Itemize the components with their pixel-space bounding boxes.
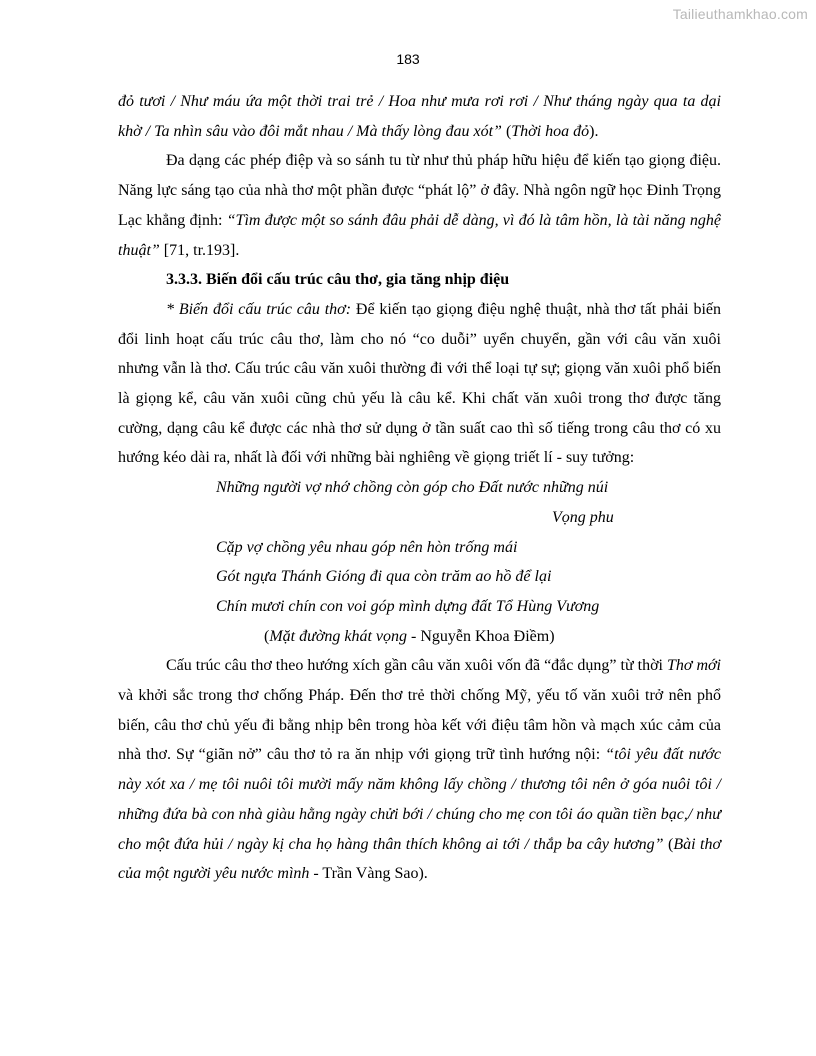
paragraph-structure — [118, 295, 721, 473]
section-heading: 3.3.3. Biến đổi cấu trúc câu thơ, gia tăng nhịp điệu — [166, 271, 510, 289]
paragraph-quote-continuation — [118, 87, 721, 146]
poem-block — [118, 473, 721, 651]
paragraph-text: Đa dạng các phép điệp và so sánh tu từ như thủ pháp hữu hiệu để kiến tạo giọng điệu. Năng lực sáng tạo của nhà thơ một phần được “phát lộ” ở đây. Nhà ngôn ngữ học Đinh Trọng Lạc khẳng định: — [118, 152, 721, 229]
poem-quote: đỏ tươi / Như máu ứa một thời trai trẻ / Hoa như mưa rơi rơi / Như tháng ngày qua ta dại khờ / Ta nhìn sâu vào đôi mắt nhau / Mà thấy lòng đau xót” — [118, 93, 721, 140]
poem-line-continuation: Vọng phu — [552, 508, 614, 526]
poem-line: Những người vợ nhớ chồng còn góp cho Đất nước những núi — [216, 479, 609, 497]
poem-source — [216, 622, 721, 652]
source-work-title: Mặt đường khát vọng — [269, 627, 408, 645]
work-title: Bài thơ của một người yêu nước mình — [118, 835, 722, 883]
poem-line: Cặp vợ chồng yêu nhau góp nên hòn trống mái — [216, 538, 518, 556]
page-content — [118, 87, 721, 889]
paren-open: ( — [264, 627, 270, 645]
paragraph-prose-verse — [118, 651, 721, 889]
poem-line: Chín mươi chín con voi góp mình dựng đất Tổ Hùng Vương — [216, 597, 600, 615]
quote: “Tìm được một so sánh đâu phải dễ dàng, vì đó là tâm hồn, là tài năng nghệ thuật” — [118, 211, 722, 259]
paragraph-text: Để kiến tạo giọng điệu nghệ thuật, nhà thơ tất phải biến đổi linh hoạt cấu trúc câu thơ, làm cho nó “co duỗi” uyển chuyển, gần với câu văn xuôi nhưng vẫn là thơ. Cấu trúc câu văn xuôi thường đi với thể loại tự sự; giọng văn xuôi phổ biến là giọng kể, câu văn xuôi cũng chủ yếu là câu kể. Khi chất văn xuôi trong thơ được tăng cường, dạng câu kể được các nhà thơ sử dụng ở tần suất cao thì số tiếng trong câu thơ có xu hướng kéo dài ra, nhất là đối với những bài nghiêng về giọng triết lí - suy tưởng: — [118, 300, 721, 467]
movement-title: Thơ mới — [667, 657, 722, 675]
poem-quote: “tôi yêu đất nước này xót xa / mẹ tôi nuôi tôi mười mấy năm không lấy chồng / thương tôi nên ở góa nuôi tôi / những đứa bà con nhà giàu hằng ngày chửi bới / chúng cho mẹ con tôi áo quần tiền bạc,/ như cho một đứa hủi / ngày kị cha họ hàng thân thích không ai tới / thắp ba cây hương” — [118, 746, 721, 853]
citation: [71, tr.193]. — [159, 241, 240, 259]
subsection-label: * Biến đổi cấu trúc câu thơ: — [166, 300, 352, 318]
paren-open: ( — [663, 835, 674, 853]
paragraph-text: Cấu trúc câu thơ theo hướng xích gần câu văn xuôi vốn đã “đắc dụng” từ thời — [166, 657, 668, 675]
paragraph-text: và khởi sắc trong thơ chống Pháp. Đến thơ trẻ thời chống Mỹ, yếu tố văn xuôi trở nên phổ biến, câu thơ chủ yếu đi bằng nhịp bên trong hòa kết với điệu tâm hồn và mạch xúc cảm của nhà thơ. Sự “giãn nở” câu thơ tỏ ra ăn nhịp với giọng trữ tình hướng nội: — [118, 687, 721, 764]
watermark: Tailieuthamkhao.com — [672, 6, 808, 22]
work-title: Thời hoa đỏ — [511, 122, 590, 140]
paren-open: ( — [501, 122, 512, 140]
page-number: 183 — [396, 51, 420, 67]
source-author: - Nguyễn Khoa Điềm) — [407, 627, 555, 645]
poem-line: Gót ngựa Thánh Gióng đi qua còn trăm ao hồ để lại — [216, 568, 552, 586]
paren-close: ). — [589, 122, 599, 140]
author: - Trần Vàng Sao). — [309, 865, 428, 883]
paragraph-rhetoric — [118, 146, 721, 265]
